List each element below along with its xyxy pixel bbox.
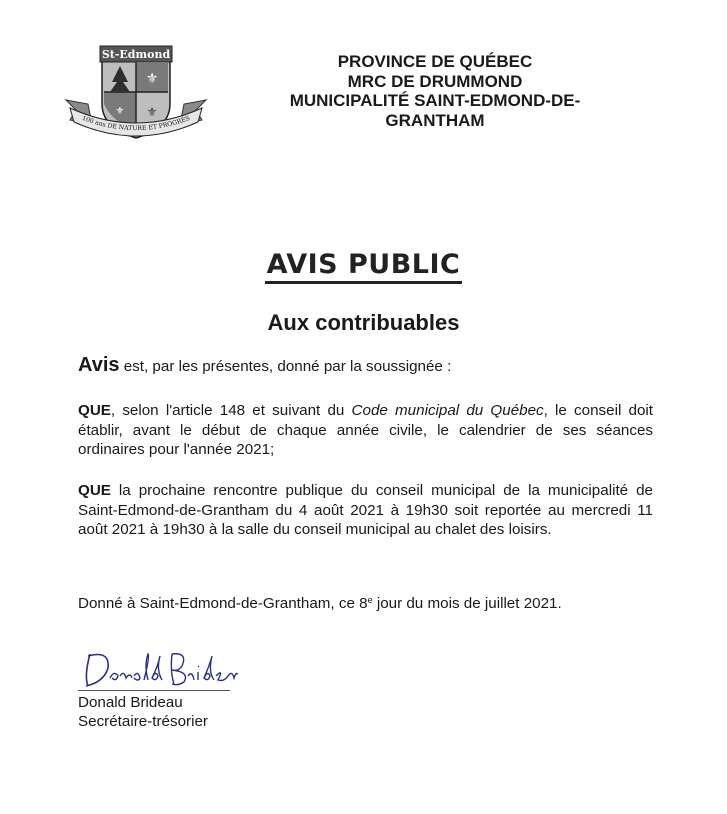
notice-subtitle: Aux contribuables xyxy=(267,310,460,335)
svg-text:St-Edmond: St-Edmond xyxy=(101,48,171,61)
notice-title: AVIS PUBLIC xyxy=(265,249,463,284)
svg-text:⚜: ⚜ xyxy=(145,71,159,87)
municipality-logo xyxy=(62,42,210,142)
paragraph-1-lead: QUE xyxy=(78,402,111,419)
intro-paragraph xyxy=(78,356,653,377)
intro-lead: Avis xyxy=(78,354,120,376)
handwritten-signature xyxy=(78,646,238,692)
svg-text:⚜: ⚜ xyxy=(146,105,158,119)
signed-sup: e xyxy=(367,595,373,605)
signatory-block xyxy=(78,693,208,731)
svg-text:⚜: ⚜ xyxy=(115,106,125,117)
paragraph-2-lead: QUE xyxy=(78,482,111,499)
notice-title-block xyxy=(0,249,727,280)
paragraph-1-text-a: , selon l'article 148 et suivant du xyxy=(110,402,352,419)
paragraph-1-italic: Code municipal du Québec xyxy=(351,402,544,419)
svg-text:100 ans DE NATURE ET PROGRÈS: 100 ans DE NATURE ET PROGRÈS xyxy=(81,114,191,133)
header-municipality: MUNICIPALITÉ SAINT-EDMOND-DE- xyxy=(289,91,581,110)
signature-line xyxy=(78,690,230,691)
paragraph-1-text-b: , le conseil doit établir, avant le début de chaque année civile, le calendrier de ses séances ordinaires pour l'année 2021; xyxy=(78,402,653,458)
header-municipality-cont: GRANTHAM xyxy=(385,110,485,130)
signed-date-line xyxy=(78,595,562,612)
header-province: PROVINCE DE QUÉBEC xyxy=(337,52,533,71)
intro-text: est, par les présentes, donné par la soussignée : xyxy=(119,358,452,375)
signatory-name: Donald Brideau xyxy=(78,694,183,711)
paragraph-1 xyxy=(78,401,653,460)
signatory-role: Secrétaire-trésorier xyxy=(78,713,208,730)
document-header xyxy=(250,52,620,130)
paragraph-2-text: la prochaine rencontre publique du conseil municipal de la municipalité de Saint-Edmond-de-Grantham du 4 août 2021 à 19h30 soit reportée au mercredi 11 août 2021 à 19h30 à la salle du conseil municipal au chalet des loisirs. xyxy=(78,482,653,538)
signed-text-b: jour du mois de juillet 2021. xyxy=(372,595,562,612)
paragraph-2 xyxy=(78,481,653,540)
header-mrc: MRC DE DRUMMOND xyxy=(347,71,523,91)
signed-text-a: Donné à Saint-Edmond-de-Grantham, ce 8 xyxy=(78,595,368,612)
